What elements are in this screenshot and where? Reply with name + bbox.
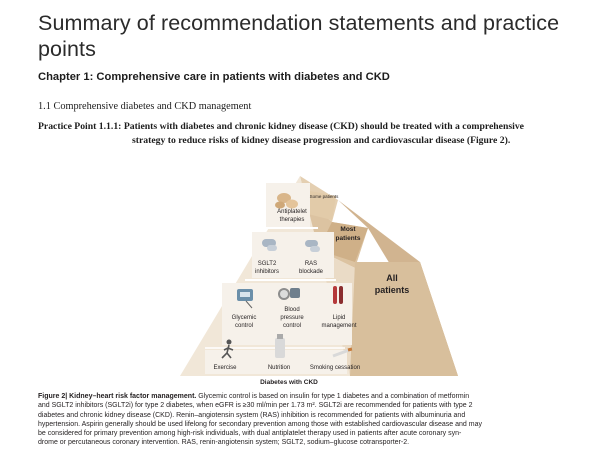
caption-line-2: and SGLT2 inhibitors (SGLT2i) for type 2 diabetes, when eGFR is ≥30 ml/min per 1.73 m². SGLT2i are recommended for patients with type 2 bbox=[38, 402, 473, 410]
chapter-heading: Chapter 1: Comprehensive care in patients with diabetes and CKD bbox=[38, 71, 390, 83]
caption-label: Figure 2| Kidney–heart risk factor management. bbox=[38, 393, 197, 400]
label-all-patients-2: patients bbox=[374, 285, 410, 295]
label-glycemic-1: Glycemic bbox=[231, 315, 257, 321]
label-bp-1: Blood bbox=[284, 307, 300, 313]
figure-caption bbox=[38, 392, 586, 448]
label-ras-2: blockade bbox=[298, 269, 324, 275]
caption-line-5: be considered for primary prevention among high-risk individuals, with dual antiplatelet therapy used in patients after acute coronary syn- bbox=[38, 430, 462, 438]
practice-point-line-2: strategy to reduce risks of kidney disease progression and cardiovascular disease (Figure 2). bbox=[132, 134, 511, 146]
title-line-1: Summary of recommendation statements and practice bbox=[38, 11, 560, 35]
caption-line-1: Glycemic control is based on insulin for type 1 diabetes and a combination of metformin bbox=[196, 393, 470, 400]
all-patients-band bbox=[350, 262, 458, 376]
label-bp-2: pressure bbox=[280, 315, 304, 321]
label-base: Diabetes with CKD bbox=[260, 379, 318, 386]
label-most-patients-1: Most bbox=[340, 226, 356, 233]
caption-line-6: drome or percutaneous coronary intervention. RAS, renin-angiotensin system; SGLT2, sodium–glucose cotransporter-2. bbox=[38, 439, 410, 447]
practice-point-label: Practice Point 1.1.1: bbox=[38, 121, 122, 132]
label-nutrition: Nutrition bbox=[267, 365, 291, 371]
practice-point-line-1: Patients with diabetes and chronic kidney disease (CKD) should be treated with a comprehensive bbox=[123, 121, 524, 132]
label-antiplatelet-2: therapies bbox=[279, 217, 305, 223]
label-lipid-2: management bbox=[321, 323, 357, 329]
label-sglt2-2: inhibitors bbox=[254, 269, 280, 275]
label-lipid-1: Lipid bbox=[332, 315, 346, 321]
label-all-patients-1: All bbox=[386, 273, 398, 283]
caption-line-4: hypertension. Aspirin generally should be used lifelong for secondary prevention among those with established cardiovascular disease and may bbox=[38, 420, 482, 428]
section-heading: 1.1 Comprehensive diabetes and CKD management bbox=[38, 101, 252, 112]
label-most-patients-2: patients bbox=[335, 235, 361, 242]
title-line-2: points bbox=[38, 37, 96, 61]
caption-line-3: diabetes and chronic kidney disease (CKD). Renin–angiotensin system (RAS) inhibition is recommended for patients with albuminuria and bbox=[38, 411, 466, 419]
label-smoking: Smoking cessation bbox=[309, 365, 361, 371]
label-bp-3: control bbox=[282, 323, 302, 329]
label-some-patients: Some patients bbox=[309, 194, 339, 199]
label-sglt2-1: SGLT2 bbox=[257, 261, 277, 267]
label-exercise: Exercise bbox=[213, 365, 237, 371]
label-ras-1: RAS bbox=[304, 261, 318, 267]
label-antiplatelet-1: Antiplatelet bbox=[277, 209, 307, 215]
label-glycemic-2: control bbox=[234, 323, 254, 329]
